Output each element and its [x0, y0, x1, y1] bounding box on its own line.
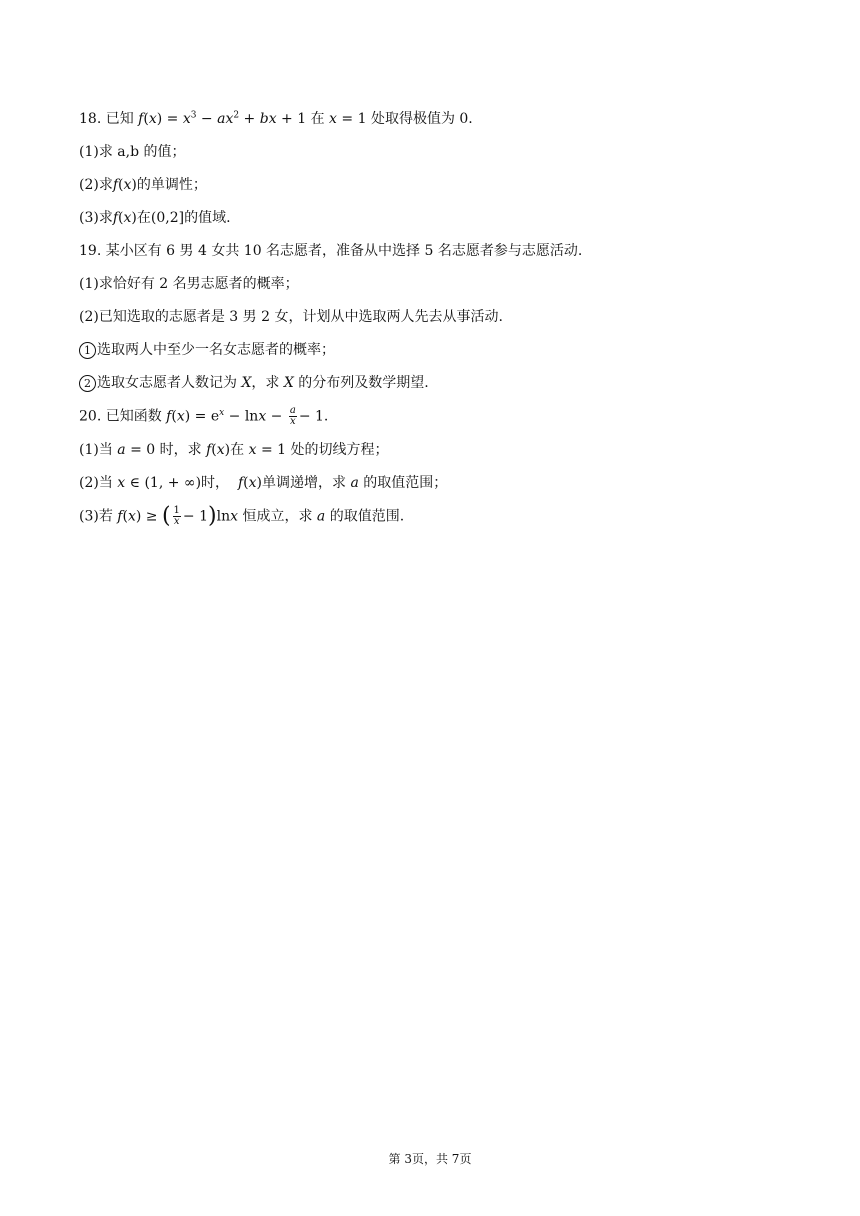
q18-part-3: (3)求f(x)在(0,2]的值域.	[79, 210, 231, 226]
circled-number-2: 2	[79, 375, 96, 392]
q19-number: 19.	[79, 243, 102, 259]
fraction-a-over-x: $\frac{a}{x}$	[289, 405, 296, 427]
q18-stem: 18. 已知 $f(x) = x^3 - ax^2$ + bx + 1 在 x = 1 处取得极值为 0.	[79, 110, 473, 127]
q20-number: 20.	[79, 408, 102, 425]
q18-number: 18.	[79, 111, 102, 127]
q19-subpart-1: 1 选取两人中至少一名女志愿者的概率；	[79, 340, 779, 360]
circled-number-1: 1	[79, 342, 96, 359]
q18-function: f	[138, 111, 144, 127]
q18-part-2: (2)求f(x)的单调性；	[79, 177, 207, 193]
fraction-1-over-x: $\frac{1}{x}$	[173, 505, 180, 527]
question-list	[79, 109, 779, 527]
q19-stem: 19. 某小区有 6 男 4 女共 10 名志愿者，准备从中选择 5 名志愿者参与志愿活动.	[79, 243, 583, 259]
q18-part-1: (1)求 a,b 的值；	[79, 144, 186, 160]
q20-part-2: (2)当 x ∈ (1, + ∞)时， f(x)单调递增，求 a 的取值范围；	[79, 475, 448, 491]
q19-part-1: (1)求恰好有 2 名男志愿者的概率；	[79, 276, 299, 292]
q20-part-3: (3)若 f(x) ≥ ( $\frac{1}{x}$ − 1)lnx 恒成立，求 a 的取值范围.	[79, 503, 405, 529]
q20-stem: 20. 已知函数 $f(x) = e^x - \ln x$ − $\frac{a}{x}$ − 1.	[79, 405, 329, 427]
q19-part-2: (2)已知选取的志愿者是 3 男 2 女，计划从中选取两人先去从事活动.	[79, 309, 503, 325]
q20-part-1: (1)当 a = 0 时，求 f(x)在 x = 1 处的切线方程；	[79, 442, 389, 458]
page-footer: 第 3页，共 7页	[388, 1152, 472, 1166]
q19-subpart-2: 2 选取女志愿者人数记为 X，求 X 的分布列及数学期望.	[79, 373, 779, 393]
